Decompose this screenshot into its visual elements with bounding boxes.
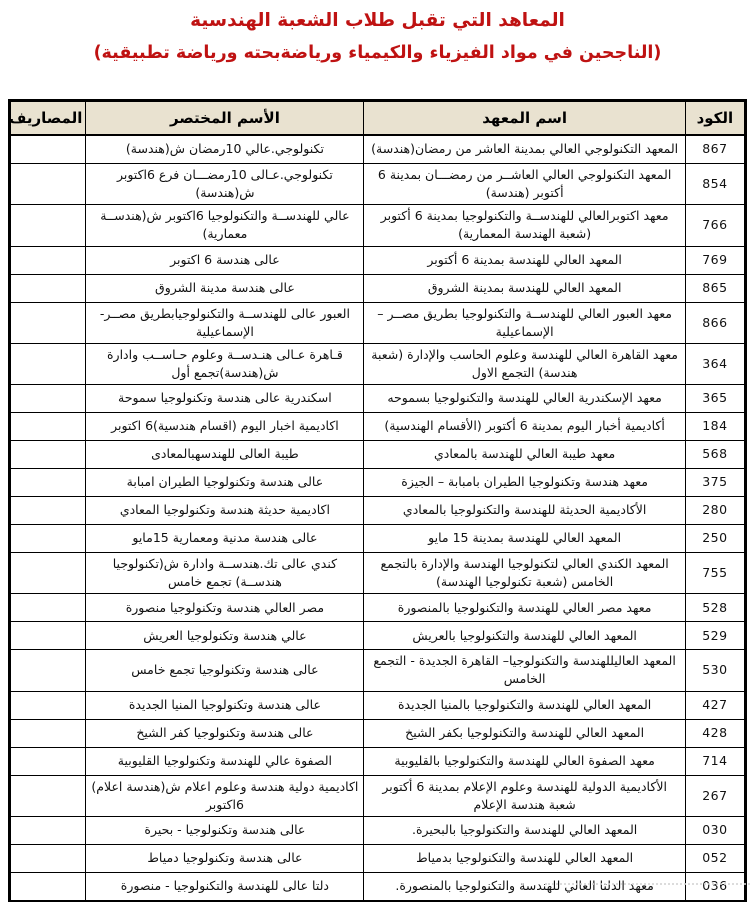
table-row (10, 246, 746, 274)
table-row (10, 274, 746, 302)
cell-name: معهد الإسكندرية العالي للهندسة والتكنولوجيا بسموحه (364, 385, 685, 413)
col-header-code: الكود (685, 101, 745, 136)
cell-code: 766 (685, 205, 745, 246)
cell-name: الأكاديمية الدولية للهندسة وعلوم الإعلام بمدينة 6 أكتوبر شعبة هندسة الإعلام (364, 775, 685, 816)
cell-code: 755 (685, 553, 745, 594)
cell-fees (10, 441, 86, 469)
cell-fees (10, 385, 86, 413)
cell-fees (10, 413, 86, 441)
table-row (10, 816, 746, 844)
cell-fees (10, 650, 86, 691)
table-row (10, 413, 746, 441)
cell-name: المعهد العالي للهندسة والتكنولوجيا بالمنيا الجديدة (364, 691, 685, 719)
cell-name: المعهد التكنولوجي العالي العاشــر من رمضـــان بمدينة 6 أكتوبر (هندسة) (364, 164, 685, 205)
cell-code: 714 (685, 747, 745, 775)
cell-short: عالى هندسة 6 اكتوبر (86, 246, 364, 274)
table-row (10, 691, 746, 719)
cell-name: معهد طيبة العالي للهندسة بالمعادي (364, 441, 685, 469)
cell-name: المعهد العالي للهندسة والتكنولوجيا بالعريش (364, 622, 685, 650)
col-header-name: اسم المعهد (364, 101, 685, 136)
table-row (10, 135, 746, 164)
cell-name: المعهد العالي للهندسة والتكنولوجيا بكفر الشيخ (364, 719, 685, 747)
cell-name: معهد القاهرة العالي للهندسة وعلوم الحاسب والإدارة (شعبة هندسة) التجمع الاول (364, 343, 685, 384)
cell-short: عالى هندسة وتكنولوجيا تجمع خامس (86, 650, 364, 691)
cell-code: 769 (685, 246, 745, 274)
table-row (10, 302, 746, 343)
table-header-row (10, 101, 746, 136)
table-row (10, 872, 746, 901)
cell-short: عالى هندسة وتكنولوجيا - بحيرة (86, 816, 364, 844)
cell-fees (10, 135, 86, 164)
table-row (10, 525, 746, 553)
cell-short: اكاديمية حديثة هندسة وتكنولوجيا المعادي (86, 497, 364, 525)
cell-name: معهد هندسة وتكنولوجيا الطيران بامبابة – الجيزة (364, 469, 685, 497)
cell-name: المعهد العالي للهندسة والتكنولوجيا بدمياط (364, 844, 685, 872)
cell-name: الأكاديمية الحديثة للهندسة والتكنولوجيا بالمعادي (364, 497, 685, 525)
table-row (10, 775, 746, 816)
cell-short: الصفوة عالي للهندسة وتكنولوجيا القليوبية (86, 747, 364, 775)
cell-name: المعهد العاليللهندسة والتكنولوجيا– القاهرة الجديدة - التجمع الخامس (364, 650, 685, 691)
cell-name: معهد الصفوة العالي للهندسة والتكنولوجيا بالقليوبية (364, 747, 685, 775)
cell-fees (10, 164, 86, 205)
cell-code: 052 (685, 844, 745, 872)
cell-code: 530 (685, 650, 745, 691)
table-row (10, 205, 746, 246)
table-row (10, 747, 746, 775)
cell-fees (10, 302, 86, 343)
cell-short: عالى هندسة مدنية ومعمارية 15مايو (86, 525, 364, 553)
cell-name: المعهد العالي للهندسة بمدينة 15 مايو (364, 525, 685, 553)
cell-code: 375 (685, 469, 745, 497)
table-row (10, 594, 746, 622)
cell-fees (10, 594, 86, 622)
cell-short: عالي للهندســة والتكنولوجيا 6اكتوبر ش(هندســة معمارية) (86, 205, 364, 246)
cell-name: معهد اكتوبرالعالي للهندســة والتكنولوجيا بمدينة 6 أكتوبر (شعبة الهندسة المعمارية) (364, 205, 685, 246)
cell-code: 250 (685, 525, 745, 553)
col-header-short: الأسم المختصر (86, 101, 364, 136)
cell-short: تكنولوجي.عـالى 10رمضـــان فرع 6اكتوبر ش(هندسة) (86, 164, 364, 205)
cell-name: المعهد العالي للهندسة بمدينة الشروق (364, 274, 685, 302)
cell-short: تكنولوجي.عالي 10رمضان ش(هندسة) (86, 135, 364, 164)
cell-fees (10, 816, 86, 844)
cell-code: 280 (685, 497, 745, 525)
cell-code: 528 (685, 594, 745, 622)
cell-short: اسكندرية عالى هندسة وتكنولوجيا سموحة (86, 385, 364, 413)
cell-code: 529 (685, 622, 745, 650)
cell-short: عالى هندسة وتكنولوجيا كفر الشيخ (86, 719, 364, 747)
cell-short: عالى هندسة مدينة الشروق (86, 274, 364, 302)
cell-code: 865 (685, 274, 745, 302)
cell-name: المعهد العالي للهندسة والتكنولوجيا بالبحيرة. (364, 816, 685, 844)
page-title (0, 8, 755, 65)
cell-fees (10, 844, 86, 872)
cell-fees (10, 205, 86, 246)
cell-code: 867 (685, 135, 745, 164)
cell-fees (10, 246, 86, 274)
cell-fees (10, 775, 86, 816)
cell-short: عالى هندسة وتكنولوجيا دمياط (86, 844, 364, 872)
cell-short: عالي هندسة وتكنولوجيا العريش (86, 622, 364, 650)
institutes-table-body (10, 135, 746, 901)
cell-code: 030 (685, 816, 745, 844)
cell-name: أكاديمية أخبار اليوم بمدينة 6 أكتوبر (الأقسام الهندسية) (364, 413, 685, 441)
cell-code: 184 (685, 413, 745, 441)
cell-code: 427 (685, 691, 745, 719)
col-header-fees: المصاريف (10, 101, 86, 136)
cell-fees (10, 274, 86, 302)
cell-fees (10, 343, 86, 384)
page-title-line1: المعاهد التي تقبل طلاب الشعبة الهندسية (190, 10, 565, 31)
cell-code: 267 (685, 775, 745, 816)
cell-fees (10, 719, 86, 747)
cell-short: العبور عالى للهندســة والتكنولوجيابطريق مصــر- الإسماعيلية (86, 302, 364, 343)
cell-short: اكاديمية اخبار اليوم (اقسام هندسية)6 اكتوبر (86, 413, 364, 441)
cell-short: طيبة العالى للهندسهبالمعادى (86, 441, 364, 469)
scan-artifact (545, 883, 750, 885)
cell-fees (10, 747, 86, 775)
cell-name: المعهد التكنولوجي العالي بمدينة العاشر من رمضان(هندسة) (364, 135, 685, 164)
table-row (10, 622, 746, 650)
institutes-table (8, 99, 747, 902)
cell-short: كندي عالى تك.هندســة وادارة ش(تكنولوجيا هندســة) تجمع خامس (86, 553, 364, 594)
cell-fees (10, 622, 86, 650)
cell-code: 365 (685, 385, 745, 413)
cell-fees (10, 553, 86, 594)
cell-short: عالى هندسة وتكنولوجيا الطيران امبابة (86, 469, 364, 497)
cell-code: 866 (685, 302, 745, 343)
table-row (10, 164, 746, 205)
cell-code: 364 (685, 343, 745, 384)
cell-name: معهد الدلتا العالي للهندسة والتكنولوجيا بالمنصورة. (364, 872, 685, 901)
table-row (10, 343, 746, 384)
table-row (10, 719, 746, 747)
cell-short: دلتا عالى للهندسة والتكنولوجيا - منصورة (86, 872, 364, 901)
cell-short: مصر العالي هندسة وتكنولوجيا منصورة (86, 594, 364, 622)
table-row (10, 385, 746, 413)
table-row (10, 497, 746, 525)
cell-name: المعهد الكندي العالي لتكنولوجيا الهندسة والإدارة بالتجمع الخامس (شعبة تكنولوجيا الهندسة) (364, 553, 685, 594)
cell-name: معهد مصر العالي للهندسة والتكنولوجيا بالمنصورة (364, 594, 685, 622)
table-row (10, 844, 746, 872)
cell-code: 568 (685, 441, 745, 469)
cell-code: 036 (685, 872, 745, 901)
cell-short: عالى هندسة وتكنولوجيا المنيا الجديدة (86, 691, 364, 719)
cell-fees (10, 497, 86, 525)
cell-name: المعهد العالي للهندسة بمدينة 6 أكتوبر (364, 246, 685, 274)
cell-code: 854 (685, 164, 745, 205)
page-title-line2: (الناجحين في مواد الفيزياء والكيمياء ورياضةبحته ورياضة تطبيقية) (93, 42, 662, 63)
table-row (10, 469, 746, 497)
cell-fees (10, 691, 86, 719)
table-row (10, 441, 746, 469)
cell-code: 428 (685, 719, 745, 747)
cell-name: معهد العبور العالي للهندســة والتكنولوجيا بطريق مصــر – الإسماعيلية (364, 302, 685, 343)
cell-fees (10, 469, 86, 497)
table-row (10, 650, 746, 691)
cell-fees (10, 525, 86, 553)
cell-short: اكاديمية دولية هندسة وعلوم اعلام ش(هندسة اعلام) 6اكتوبر (86, 775, 364, 816)
cell-fees (10, 872, 86, 901)
table-row (10, 553, 746, 594)
cell-short: قـاهرة عـالى هنـدســة وعلوم حـاســب وادارة ش(هندسة)تجمع أول (86, 343, 364, 384)
